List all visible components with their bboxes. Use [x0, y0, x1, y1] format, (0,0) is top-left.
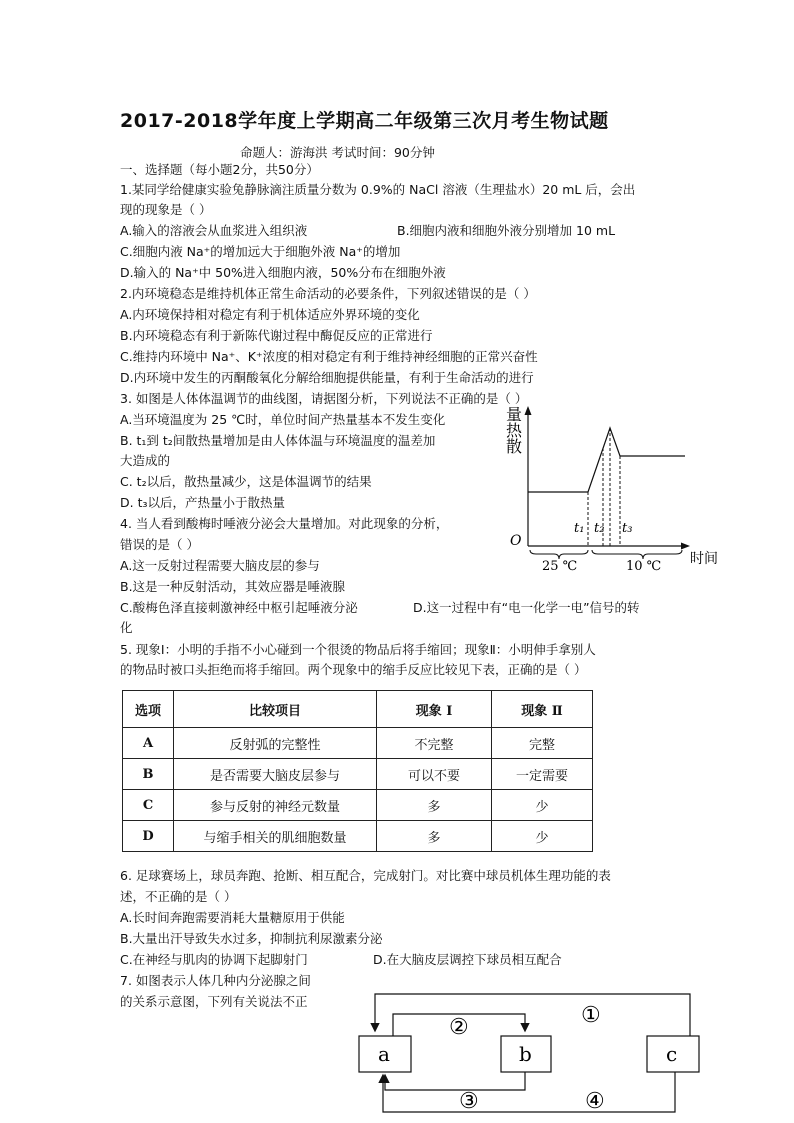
- y-axis-arrow: [525, 406, 532, 415]
- table-cell: 少: [492, 821, 593, 852]
- q4-option-a: A.这一反射过程需要大脑皮层的参与: [120, 558, 320, 573]
- comparison-table: [122, 690, 593, 852]
- label-1: ①: [581, 1003, 601, 1028]
- table-cell: 少: [492, 790, 593, 821]
- temperature-graph: [500, 404, 725, 576]
- q6-stem-cont: 述，不正确的是（ ）: [120, 889, 237, 904]
- t2-label: t₂: [594, 521, 605, 536]
- q7-stem: 7. 如图表示人体几种内分泌腺之间: [120, 973, 311, 988]
- q6-stem: 6. 足球赛场上，球员奔跑、抢断、相互配合，完成射门。对比赛中球员机体生理功能的表: [120, 868, 611, 883]
- table-row: [123, 759, 593, 790]
- table-cell: 不完整: [377, 728, 492, 759]
- segment-brace-10: [592, 550, 682, 559]
- table-row: [123, 790, 593, 821]
- exam-info: 命题人：游海洪 考试时间：90分钟: [240, 145, 435, 160]
- table-cell: 完整: [492, 728, 593, 759]
- heat-dissipation-curve: [528, 428, 685, 492]
- q3-option-d: D. t₃以后，产热量小于散热量: [120, 495, 285, 510]
- table-cell: 多: [377, 790, 492, 821]
- table-cell: 与缩手相关的肌细胞数量: [174, 821, 377, 852]
- label-2: ②: [449, 1015, 469, 1040]
- gland-a-label: a: [378, 1042, 390, 1066]
- table-row: [123, 728, 593, 759]
- table-header-row: [123, 691, 593, 728]
- gland-c-label: c: [666, 1042, 678, 1066]
- table-row: [123, 821, 593, 852]
- q1-option-d: D.输入的 Na⁺中 50%进入细胞内液，50%分布在细胞外液: [120, 265, 446, 280]
- y-axis-label-1: 散: [506, 437, 523, 456]
- q1-option-c: C.细胞内液 Na⁺的增加远大于细胞外液 Na⁺的增加: [120, 244, 401, 259]
- q4-option-d: D.这一过程中有“电一化学一电”信号的转: [413, 600, 640, 615]
- x-axis-arrow: [681, 543, 690, 550]
- y-axis-label-2: 热: [506, 421, 523, 440]
- q7-stem-cont: 的关系示意图，下列有关说法不正: [120, 994, 308, 1009]
- table-cell: A: [123, 728, 174, 759]
- q1-option-a: A.输入的溶液会从血浆进入组织液: [120, 223, 308, 238]
- endocrine-diagram: [355, 990, 715, 1120]
- table-header: 现象 Ⅱ: [492, 691, 593, 728]
- pathway-3-arrow: [385, 1072, 525, 1090]
- table-header: 现象 Ⅰ: [377, 691, 492, 728]
- q2-option-d: D.内环境中发生的丙酮酸氧化分解给细胞提供能量，有利于生命活动的进行: [120, 370, 534, 385]
- section-heading: 一、选择题（每小题2分，共50分）: [120, 162, 319, 177]
- q2-option-a: A.内环境保持相对稳定有利于机体适应外界环境的变化: [120, 307, 420, 322]
- table-cell: C: [123, 790, 174, 821]
- q3-stem: 3. 如图是人体体温调节的曲线图，请据图分析，下列说法不正确的是（ ）: [120, 391, 528, 406]
- q4-option-c: C.酸梅色泽直接刺激神经中枢引起唾液分泌: [120, 600, 358, 615]
- table-cell: 参与反射的神经元数量: [174, 790, 377, 821]
- table-header: 比较项目: [174, 691, 377, 728]
- q3-option-c: C. t₂以后，散热量减少，这是体温调节的结果: [120, 474, 372, 489]
- q1-option-b: B.细胞内液和细胞外液分别增加 10 mL: [397, 223, 616, 238]
- q6-option-a: A.长时间奔跑需要消耗大量糖原用于供能: [120, 910, 345, 925]
- q6-option-d: D.在大脑皮层调控下球员相互配合: [373, 952, 562, 967]
- table-cell: B: [123, 759, 174, 790]
- gland-b-label: b: [519, 1042, 532, 1066]
- q4-option-d-cont: 化: [120, 620, 133, 635]
- q3-option-b-cont: 大造成的: [120, 453, 171, 468]
- y-axis-label-3: 量: [506, 405, 523, 424]
- table-header: 选项: [123, 691, 174, 728]
- table-cell: 一定需要: [492, 759, 593, 790]
- page-title: 2017-2018学年度上学期高二年级第三次月考生物试题: [120, 110, 609, 132]
- table-cell: 可以不要: [377, 759, 492, 790]
- pathway-4-arrow: [383, 1072, 675, 1112]
- q2-option-b: B.内环境稳态有利于新陈代谢过程中酶促反应的正常进行: [120, 328, 433, 343]
- pathway-1-arrow: [375, 994, 690, 1036]
- q3-option-b: B. t₁到 t₂间散热量增加是由人体体温与环境温度的温差加: [120, 433, 436, 448]
- origin-label: O: [510, 533, 522, 549]
- table-cell: 多: [377, 821, 492, 852]
- q6-option-c: C.在神经与肌肉的协调下起脚射门: [120, 952, 308, 967]
- q5-stem-cont: 的物品时被口头拒绝而将手缩回。两个现象中的缩手反应比较见下表，正确的是（ ）: [120, 662, 587, 677]
- segment-label-25: 25 ℃: [542, 559, 578, 574]
- segment-brace-25: [530, 550, 588, 559]
- table-cell: 是否需要大脑皮层参与: [174, 759, 377, 790]
- q2-option-c: C.维持内环境中 Na⁺、K⁺浓度的相对稳定有利于维持神经细胞的正常兴奋性: [120, 349, 538, 364]
- x-axis-label: 时间: [690, 551, 718, 567]
- segment-label-10: 10 ℃: [626, 559, 662, 574]
- t3-label: t₃: [622, 521, 633, 536]
- q3-option-a: A.当环境温度为 25 ℃时，单位时间产热量基本不发生变化: [120, 412, 446, 427]
- q1-stem-cont: 现的现象是（ ）: [120, 202, 212, 217]
- q4-option-b: B.这是一种反射活动，其效应器是唾液腺: [120, 579, 346, 594]
- q1-stem: 1.某同学给健康实验兔静脉滴注质量分数为 0.9%的 NaCl 溶液（生理盐水）20 mL 后，会出: [120, 182, 636, 197]
- q4-stem-cont: 错误的是（ ）: [120, 537, 199, 552]
- q6-option-b: B.大量出汗导致失水过多，抑制抗利尿激素分泌: [120, 931, 383, 946]
- t1-label: t₁: [574, 521, 585, 536]
- label-4: ④: [585, 1089, 605, 1114]
- q5-stem: 5. 现象Ⅰ：小明的手指不小心碰到一个很烫的物品后将手缩回；现象Ⅱ：小明伸手拿别人: [120, 642, 596, 657]
- q4-stem: 4. 当人看到酸梅时唾液分泌会大量增加。对此现象的分析，: [120, 516, 449, 531]
- q2-stem: 2.内环境稳态是维持机体正常生命活动的必要条件，下列叙述错误的是（ ）: [120, 286, 536, 301]
- label-3: ③: [459, 1089, 479, 1114]
- table-cell: 反射弧的完整性: [174, 728, 377, 759]
- table-cell: D: [123, 821, 174, 852]
